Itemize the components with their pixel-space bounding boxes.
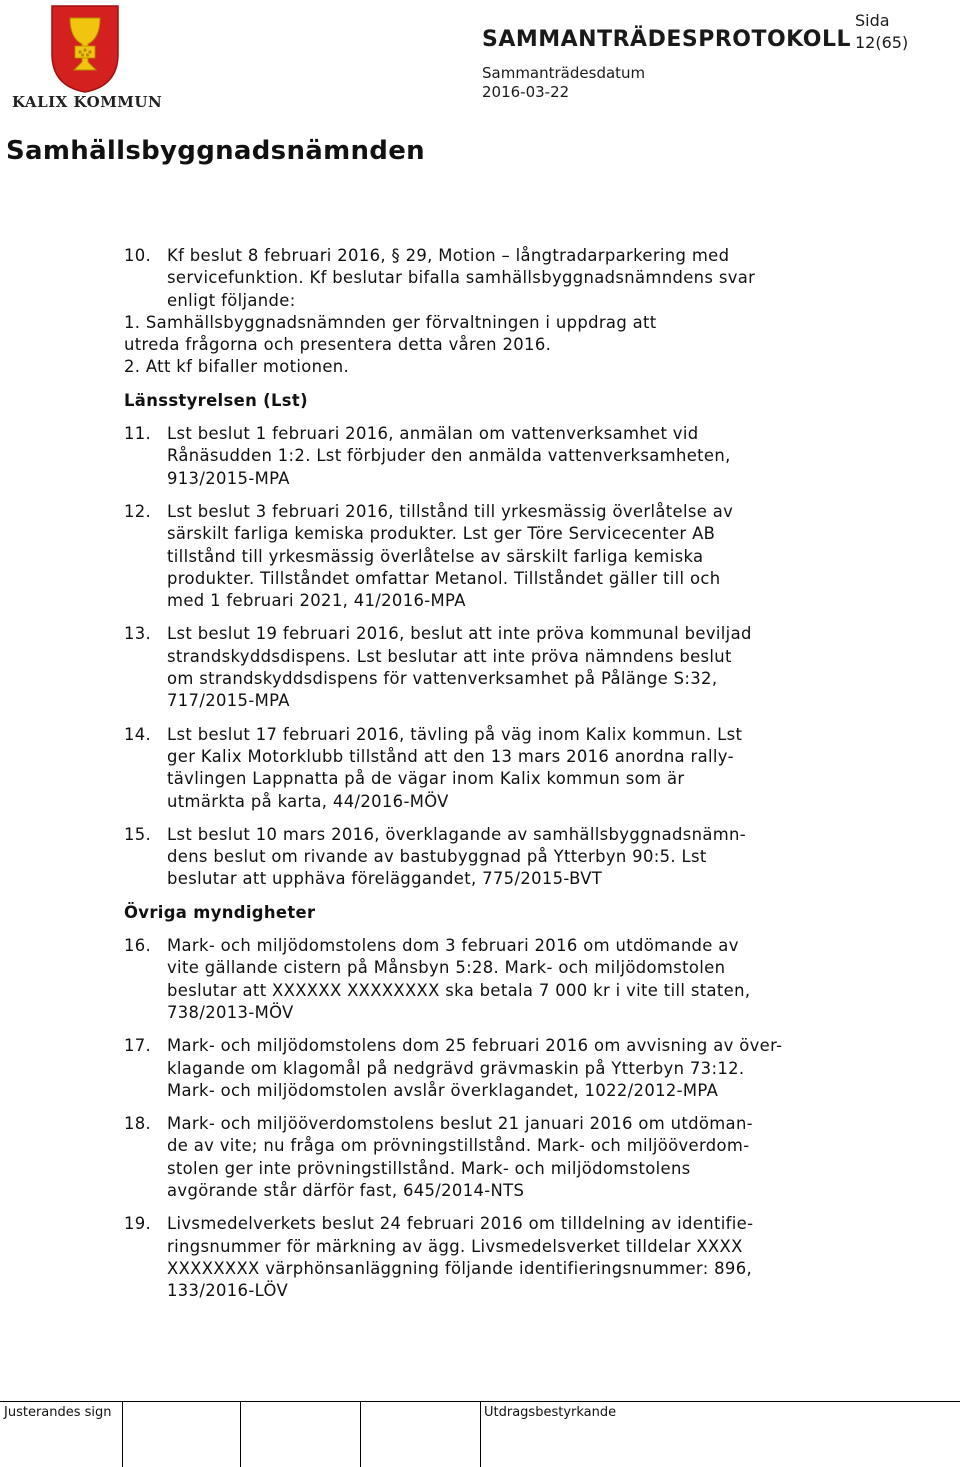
signature-divider: [240, 1402, 241, 1467]
item-number: 17.: [124, 1036, 152, 1056]
item-number: 12.: [124, 501, 152, 521]
item-text: Livsmedelverkets beslut 24 februari 2016 om tilldelning av identifie- ringsnummer för märkning av ägg. Livsmedelsverket tilldelar XXXX XXXXXXXX värphönsanläggning följande identifieringsnummer: 896, 133/2016-LÖV: [167, 1214, 754, 1301]
item-number: 10.: [124, 246, 152, 265]
item-number: 15.: [124, 824, 152, 844]
list-item: [124, 824, 844, 891]
extract-label: Utdragsbestyrkande: [484, 1405, 617, 1420]
item-text: Kf beslut 8 februari 2016, § 29, Motion – långtradarparkering med servicefunktion. Kf beslutar bifalla samhällsbyggnadsnämndens svar enligt följande:: [167, 246, 756, 310]
list-item: [124, 423, 844, 490]
list-item: [124, 623, 844, 712]
page-number: 12(65): [855, 33, 909, 52]
item-text: Mark- och miljödomstolens dom 25 februari 2016 om avvisning av över- klagande om klagomål på nedgrävd grävmaskin på Ytterbyn 73:12. Mark- och miljödomstolen avslår överklagandet, 1022/2012-MPA: [167, 1036, 783, 1100]
item-text: Mark- och miljööverdomstolens beslut 21 januari 2016 om utdöman- de av vite; nu fråga om prövningstillstånd. Mark- och miljööverdom- stolen ger inte prövningstillstånd. Mark- och miljödomstolens avgörande står därför fast, 645/2014-NTS: [167, 1114, 753, 1200]
signature-divider: [480, 1402, 481, 1467]
document-title: SAMMANTRÄDESPROTOKOLL: [482, 27, 851, 52]
item-text: Lst beslut 17 februari 2016, tävling på väg inom Kalix kommun. Lst ger Kalix Motorklubb tillstånd att den 13 mars 2016 anordna rally- tävlingen Lappnatta på de vägar inom Kalix kommun som är utmärkta på karta, 44/2016-MÖV: [167, 724, 743, 811]
section-heading-lst: Länsstyrelsen (Lst): [124, 390, 308, 410]
protocol-body: [124, 245, 844, 1313]
signature-divider: [122, 1402, 123, 1467]
item-number: 16.: [124, 936, 152, 956]
board-title: Samhällsbyggnadsnämnden: [6, 136, 425, 166]
logo-text: KALIX KOMMUN: [12, 93, 163, 111]
list-item: [124, 724, 844, 813]
meeting-date: 2016-03-22: [482, 83, 570, 101]
signature-divider: [360, 1402, 361, 1467]
item-text: Mark- och miljödomstolens dom 3 februari 2016 om utdömande av vite gällande cistern på Månsbyn 5:28. Mark- och miljödomstolen beslutar att XXXXXX XXXXXXXX ska betala 7 000 kr i vite till staten, 738/2013-MÖV: [167, 936, 751, 1022]
item-number: 19.: [124, 1214, 152, 1234]
list-item: [124, 245, 844, 312]
list-item: [124, 935, 844, 1024]
list-item: [124, 1035, 844, 1102]
item-continuation: 1. Samhällsbyggnadsnämnden ger förvaltningen i uppdrag att utreda frågorna och presentera detta våren 2016. 2. Att kf bifaller motionen.: [124, 312, 657, 377]
sign-label: Justerandes sign: [4, 1405, 112, 1420]
item-text: Lst beslut 19 februari 2016, beslut att inte pröva kommunal beviljad strandskyddsdispens. Lst beslutar att inte pröva nämndens beslut om strandskyddsdispens för vattenverksamhet på Pålänge S:32, 717/2015-MPA: [167, 624, 752, 711]
list-item: [124, 501, 844, 612]
meeting-date-label: Sammanträdesdatum: [482, 64, 646, 82]
item-text: Lst beslut 10 mars 2016, överklagande av samhällsbyggnadsnämn- dens beslut om rivande av bastubyggnad på Ytterbyn 90:5. Lst beslutar att upphäva föreläggandet, 775/2015-BVT: [167, 824, 747, 889]
item-text: Lst beslut 3 februari 2016, tillstånd till yrkesmässig överlåtelse av särskilt farliga kemiska produkter. Lst ger Töre Servicecenter AB tillstånd till yrkesmässig överlåtelse av särskilt farliga kemiska produkter. Tillståndet omfattar Metanol. Tillståndet gäller till och med 1 februari 2021, 41/2016-MPA: [167, 501, 734, 611]
list-item: [124, 1113, 844, 1202]
page-label: Sida: [855, 11, 890, 30]
section-heading-other: Övriga myndigheter: [124, 902, 316, 922]
item-number: 14.: [124, 724, 152, 744]
list-item: [124, 1213, 844, 1302]
item-text: Lst beslut 1 februari 2016, anmälan om vattenverksamhet vid Rånäsudden 1:2. Lst förbjuder den anmälda vattenverksamheten, 913/2015-MPA: [167, 424, 731, 488]
item-number: 13.: [124, 624, 152, 644]
item-number: 18.: [124, 1114, 152, 1134]
item-number: 11.: [124, 424, 152, 444]
signature-footer: [0, 1401, 960, 1467]
